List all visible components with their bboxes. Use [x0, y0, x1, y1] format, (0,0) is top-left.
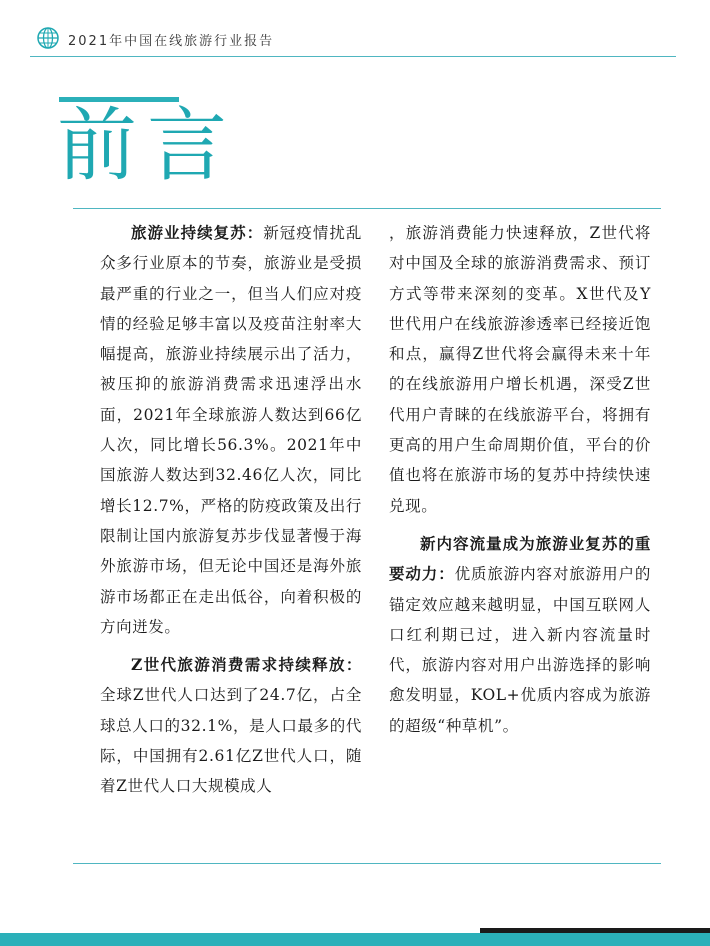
paragraph-gen-z — [100, 650, 362, 801]
header-divider — [30, 56, 676, 57]
right-column — [389, 218, 651, 749]
heading-separator: ： — [438, 564, 455, 584]
paragraph-content-traffic — [389, 529, 651, 741]
page-header — [0, 0, 710, 60]
paragraph-body: ，旅游消费能力快速释放，Z世代将对中国及全球的旅游消费需求、预订方式等带来深刻的变革。X世代及Y世代用户在线旅游渗透率已经接近饱和点，赢得Z世代将会赢得未来十年的在线旅游用户增长机遇，深受Z世代用户青睐的在线旅游平台，将拥有更高的用户生命周期价值，平台的价值也将在旅游市场的复苏中持续快速兑现。 — [389, 224, 651, 515]
paragraph-heading: 旅游业持续复苏 — [131, 223, 247, 242]
left-column — [100, 218, 362, 810]
page-title: 前言 — [57, 99, 237, 192]
footer-accent-bar — [0, 933, 710, 946]
top-divider — [73, 208, 661, 209]
report-title: 2021年中国在线旅游行业报告 — [68, 34, 275, 49]
paragraph-body: 全球Z世代人口达到了24.7亿，占全球总人口的32.1%，是人口最多的代际，中国拥有2.61亿Z世代人口，随着Z世代人口大规模成人 — [100, 686, 362, 796]
bottom-divider — [73, 863, 661, 864]
paragraph-body: 优质旅游内容对旅游用户的锚定效应越来越明显，中国互联网人口红利期已过，进入新内容流量时代，旅游内容对用户出游选择的影响愈发明显，KOL+优质内容成为旅游的超级“种草机”。 — [389, 565, 652, 735]
heading-separator: ： — [246, 223, 264, 242]
paragraph-gen-z-continued — [389, 218, 651, 521]
heading-separator: ： — [345, 655, 362, 675]
paragraph-heading: Z世代旅游消费需求持续释放 — [131, 655, 346, 675]
paragraph-heading: 新内容流量成为旅游业复苏的重要动力 — [389, 533, 651, 584]
paragraph-body: 新冠疫情扰乱众多行业原本的节奏，旅游业是受损最严重的行业之一，但当人们应对疫情的经验足够丰富以及疫苗注射率大幅提高，旅游业持续展示出了活力，被压抑的旅游消费需求迅速浮出水面，2021年全球旅游人数达到66亿人次，同比增长56.3%。2021年中国旅游人数达到32.46亿人次，同比增长12.7%，严格的防疫政策及出行限制让国内旅游复苏步伐显著慢于海外旅游市场，但无论中国还是海外旅游市场都正在走出低谷，向着积极的方向迸发。 — [100, 224, 362, 636]
paragraph-recovery — [100, 218, 362, 642]
globe-icon — [37, 27, 59, 49]
